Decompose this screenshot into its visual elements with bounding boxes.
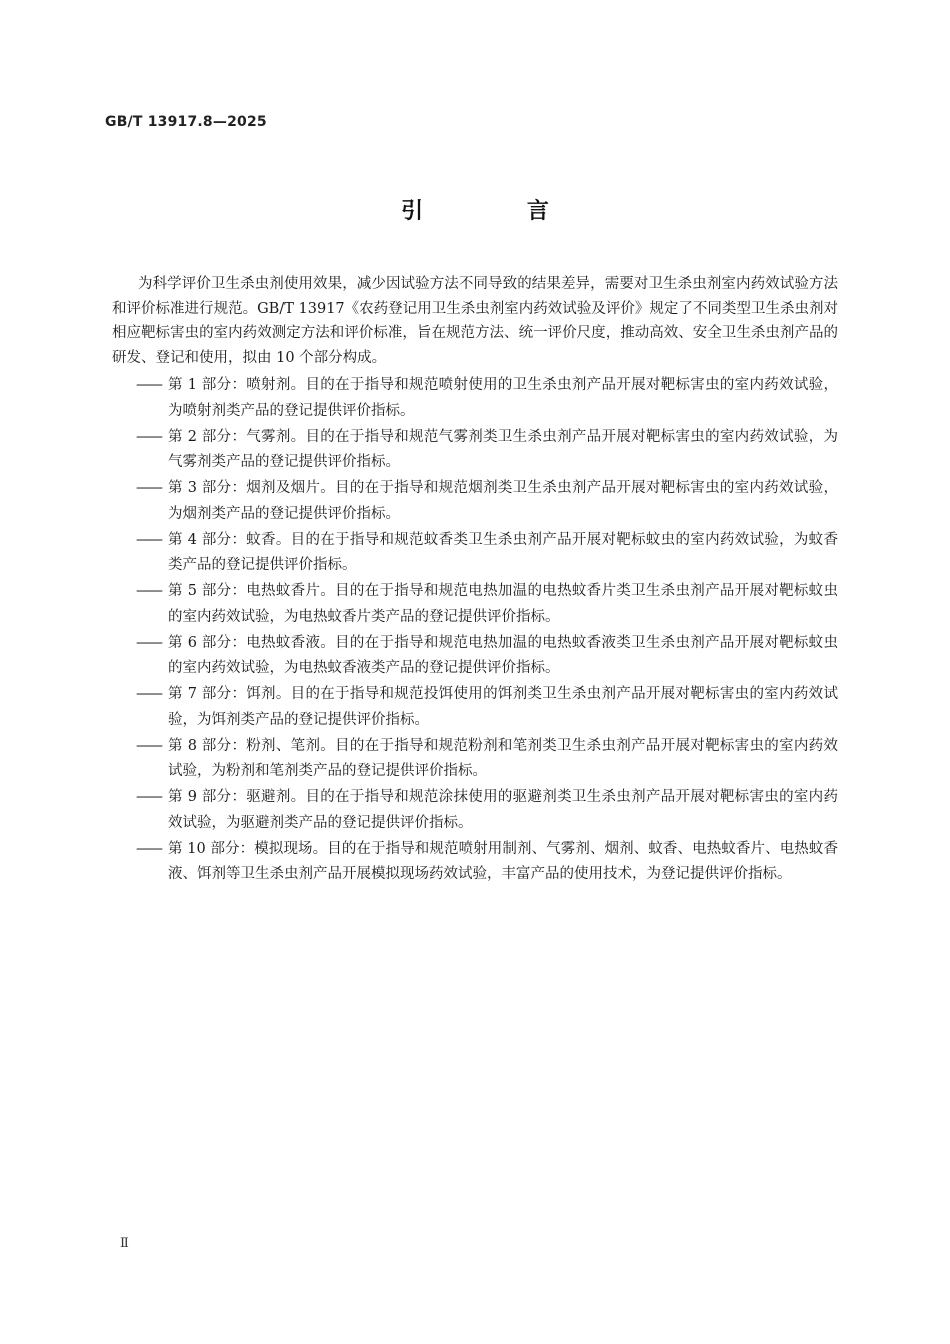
part-text: 第 10 部分：模拟现场。目的在于指导和规范喷射用制剂、气雾剂、烟剂、蚊香、电热蚊香片、电热蚊香液、饵剂等卫生杀虫剂产品开展模拟现场药效试验，丰富产品的使用技术，为登记提供评价指标。 [168, 840, 838, 882]
list-dash: —— [136, 840, 161, 857]
list-item-part-6 [112, 631, 838, 682]
list-dash: —— [136, 531, 161, 548]
part-text: 第 9 部分：驱避剂。目的在于指导和规范涂抹使用的驱避剂类卫生杀虫剂产品开展对靶标害虫的室内药效试验，为驱避剂类产品的登记提供评价指标。 [168, 789, 838, 831]
list-dash: —— [136, 583, 161, 599]
part-text: 第 8 部分：粉剂、笔剂。目的在于指导和规范粉剂和笔剂类卫生杀虫剂产品开展对靶标害虫的室内药效试验，为粉剂和笔剂类产品的登记提供评价指标。 [168, 737, 838, 779]
list-dash: —— [136, 634, 161, 651]
list-dash: —— [136, 377, 161, 393]
part-text: 第 7 部分：饵剂。目的在于指导和规范投饵使用的饵剂类卫生杀虫剂产品开展对靶标害虫的室内药效试验，为饵剂类产品的登记提供评价指标。 [168, 686, 838, 728]
list-item-part-7 [112, 682, 838, 733]
page-title: 引 言 [401, 199, 597, 224]
part-text: 第 4 部分：蚊香。目的在于指导和规范蚊香类卫生杀虫剂产品开展对靶标蚊虫的室内药效试验，为蚊香类产品的登记提供评价指标。 [168, 531, 838, 573]
part-text: 第 2 部分：气雾剂。目的在于指导和规范气雾剂类卫生杀虫剂产品开展对靶标害虫的室内药效试验，为气雾剂类产品的登记提供评价指标。 [168, 428, 838, 470]
list-item-part-3 [112, 476, 838, 527]
list-item-part-5 [112, 579, 838, 630]
list-dash: —— [136, 686, 161, 702]
part-text: 第 5 部分：电热蚊香片。目的在于指导和规范电热加温的电热蚊香片类卫生杀虫剂产品开展对靶标蚊虫的室内药效试验，为电热蚊香片类产品的登记提供评价指标。 [168, 583, 838, 625]
standard-number-header: GB/T 13917.8—2025 [105, 114, 267, 130]
intro-paragraph: 为科学评价卫生杀虫剂使用效果，减少因试验方法不同导致的结果差异，需要对卫生杀虫剂室内药效试验方法和评价标准进行规范。GB/T 13917《农药登记用卫生杀虫剂室内药效试验及评价》规定了不同类型卫生杀虫剂对相应靶标害虫的室内药效测定方法和评价标准，旨在规范方法、统一评价尺度，推动高效、安全卫生杀虫剂产品的研发、登记和使用，拟由 10 个部分构成。 [112, 276, 838, 366]
part-text: 第 3 部分：烟剂及烟片。目的在于指导和规范烟剂类卫生杀虫剂产品开展对靶标害虫的室内药效试验，为烟剂类产品的登记提供评价指标。 [168, 480, 838, 522]
part-text: 第 1 部分：喷射剂。目的在于指导和规范喷射使用的卫生杀虫剂产品开展对靶标害虫的室内药效试验，为喷射剂类产品的登记提供评价指标。 [168, 377, 838, 419]
list-item-part-4 [112, 528, 838, 579]
list-dash: —— [136, 737, 161, 754]
list-item-part-1 [112, 373, 838, 424]
list-dash: —— [136, 480, 161, 496]
page-number: Ⅱ [120, 1236, 129, 1251]
part-text: 第 6 部分：电热蚊香液。目的在于指导和规范电热加温的电热蚊香液类卫生杀虫剂产品开展对靶标蚊虫的室内药效试验，为电热蚊香液类产品的登记提供评价指标。 [168, 634, 838, 676]
list-item-part-9 [112, 785, 838, 836]
list-item-part-10 [112, 837, 838, 888]
list-item-part-2 [112, 425, 838, 476]
list-dash: —— [136, 789, 161, 805]
parts-list [112, 373, 838, 888]
list-item-part-8 [112, 734, 838, 785]
list-dash: —— [136, 428, 161, 445]
